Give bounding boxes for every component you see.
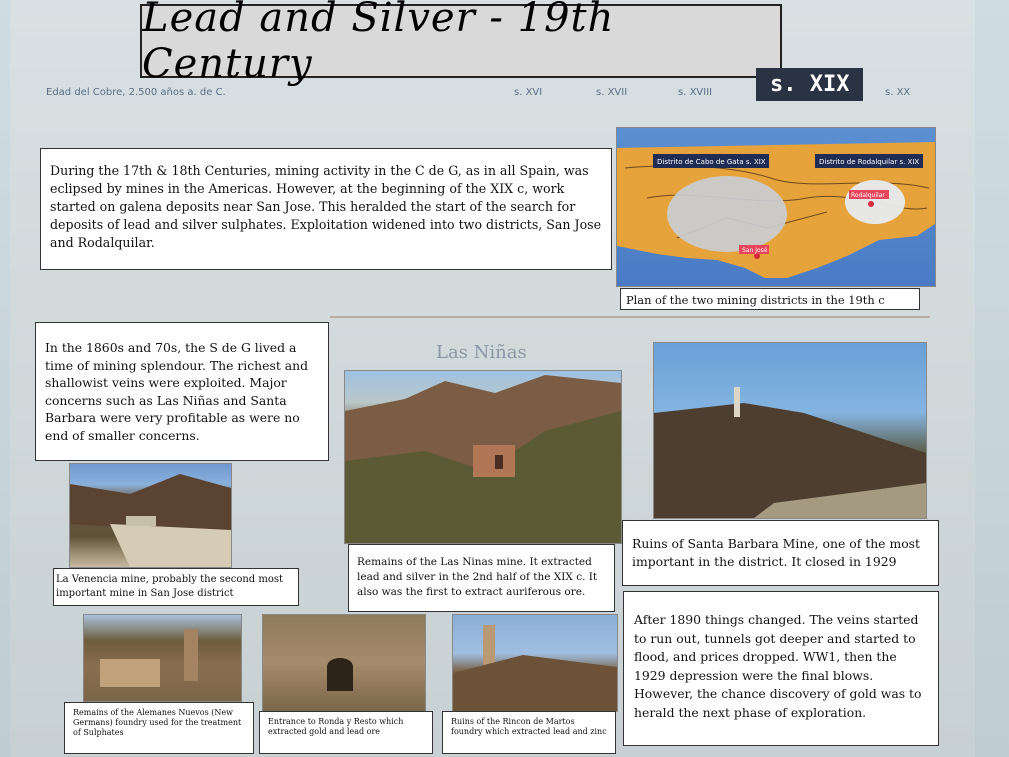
title-banner: [140, 0, 782, 87]
timeline-mark-active: s. XIX: [756, 68, 863, 101]
las-ninas-caption: Remains of the Las Ninas mine. It extracted lead and silver in the 2nd half of the XIX c. It also was the first to extract auriferous ore.: [348, 544, 615, 612]
map-graphic: [617, 128, 935, 286]
la-venencia-scene: [70, 464, 231, 567]
divider-line: [330, 316, 930, 318]
las-ninas-scene: [345, 371, 621, 543]
splendour-text-box: In the 1860s and 70s, the S de G lived a time of mining splendour. The richest and shallowist veins were exploited. Major concerns such as Las Niñas and Santa Barbara were very profitable as were no end of smaller concerns.: [35, 322, 329, 461]
alemanes-nuevos-scene: [84, 615, 241, 701]
page-title: Lead and Silver - 19th Century: [142, 0, 615, 87]
after-1890-text-box: After 1890 things changed. The veins started to run out, tunnels got deeper and started to flood, and prices dropped. WW1, then the 1929 depression were the final blows. However, the chance discovery of gold was to herald the next phase of exploration.: [623, 591, 939, 746]
map-town-label: Rodalquilar: [851, 192, 885, 199]
santa-barbara-photo: [653, 342, 927, 519]
rincon-de-martos-caption: Ruins of the Rincon de Martos foundry which extracted lead and zinc: [442, 711, 616, 754]
ronda-y-resto-scene: [263, 615, 425, 711]
las-ninas-photo: [344, 370, 622, 544]
ronda-y-resto-photo: [262, 614, 426, 712]
la-venencia-photo: [69, 463, 232, 568]
rincon-de-martos-scene: [453, 615, 617, 711]
map-label-right: Distrito de Rodalquilar s. XIX: [819, 158, 920, 166]
timeline-strip: [40, 72, 940, 104]
timeline-mark: s. XVII: [596, 87, 628, 98]
timeline-mark: s. XVIII: [678, 87, 713, 98]
timeline-left-label: Edad del Cobre, 2.500 años a. de C.: [46, 87, 226, 98]
la-venencia-caption: La Venencia mine, probably the second most important mine in San Jose district: [53, 568, 299, 606]
santa-barbara-caption: Ruins of Santa Barbara Mine, one of the most important in the district. It closed in 1929: [622, 520, 939, 586]
map-town-label: San José: [742, 247, 768, 254]
alemanes-nuevos-caption: Remains of the Alemanes Nuevos (New Germans) foundry used for the treatment of Sulphates: [64, 702, 254, 754]
intro-text-box: During the 17th & 18th Centuries, mining activity in the C de G, as in all Spain, was eclipsed by mines in the Americas. However, at the beginning of the XIX c, work started on galena deposits near San Jose. This heralded the start of the search for deposits of lead and silver sulphates. Exploitation widened into two districts, San Jose and Rodalquilar.: [40, 148, 612, 270]
timeline-mark: s. XVI: [514, 87, 543, 98]
timeline-mark: s. XX: [885, 87, 911, 98]
santa-barbara-scene: [654, 343, 926, 518]
ronda-y-resto-caption: Entrance to Ronda y Resto which extracted gold and lead ore: [259, 711, 433, 754]
map-label-left: Distrito de Cabo de Gata s. XIX: [657, 158, 766, 166]
las-ninas-heading: Las Niñas: [436, 342, 527, 363]
alemanes-nuevos-photo: [83, 614, 242, 702]
rincon-de-martos-photo: [452, 614, 618, 712]
map-caption: Plan of the two mining districts in the 19th c: [620, 288, 920, 310]
mining-districts-map: [616, 127, 936, 287]
